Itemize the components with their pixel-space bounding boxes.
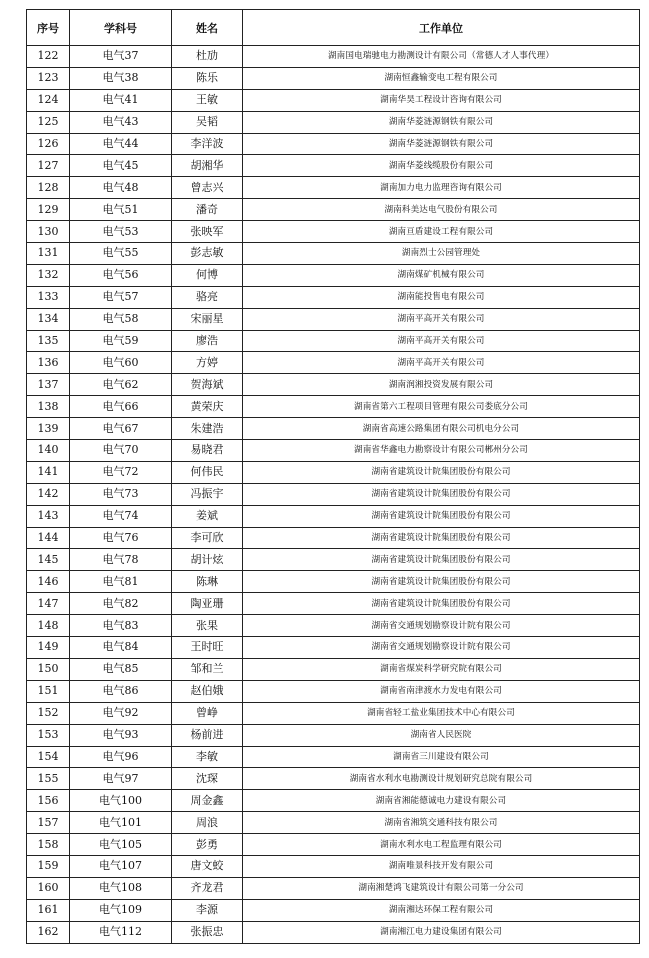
- cell-subject-no: 电气97: [70, 768, 172, 790]
- cell-seq: 122: [27, 46, 70, 68]
- cell-seq: 146: [27, 571, 70, 593]
- cell-subject-no: 电气67: [70, 418, 172, 440]
- cell-employer: 湖南省建筑设计院集团股份有限公司: [243, 483, 640, 505]
- cell-employer: 湖南省人民医院: [243, 724, 640, 746]
- cell-employer: 湖南煤矿机械有限公司: [243, 264, 640, 286]
- cell-employer: 湖南加力电力监理咨询有限公司: [243, 177, 640, 199]
- cell-seq: 151: [27, 680, 70, 702]
- cell-subject-no: 电气109: [70, 899, 172, 921]
- cell-name: 陈乐: [172, 67, 243, 89]
- table-row: [27, 221, 640, 243]
- cell-subject-no: 电气85: [70, 658, 172, 680]
- cell-name: 赵伯娥: [172, 680, 243, 702]
- cell-name: 齐龙君: [172, 877, 243, 899]
- cell-seq: 158: [27, 834, 70, 856]
- cell-subject-no: 电气57: [70, 286, 172, 308]
- cell-name: 何博: [172, 264, 243, 286]
- cell-employer: 湖南能投售电有限公司: [243, 286, 640, 308]
- table-row: [27, 812, 640, 834]
- table-row: [27, 593, 640, 615]
- cell-subject-no: 电气43: [70, 111, 172, 133]
- cell-subject-no: 电气83: [70, 615, 172, 637]
- cell-name: 邹和兰: [172, 658, 243, 680]
- cell-seq: 141: [27, 461, 70, 483]
- table-row: [27, 177, 640, 199]
- cell-seq: 126: [27, 133, 70, 155]
- cell-subject-no: 电气62: [70, 374, 172, 396]
- cell-employer: 湖南湘江电力建设集团有限公司: [243, 921, 640, 943]
- table-row: [27, 111, 640, 133]
- table-row: [27, 702, 640, 724]
- cell-name: 曾志兴: [172, 177, 243, 199]
- cell-name: 张振忠: [172, 921, 243, 943]
- cell-employer: 湖南省建筑设计院集团股份有限公司: [243, 593, 640, 615]
- cell-subject-no: 电气73: [70, 483, 172, 505]
- cell-seq: 150: [27, 658, 70, 680]
- cell-name: 冯振宇: [172, 483, 243, 505]
- cell-seq: 156: [27, 790, 70, 812]
- cell-employer: 湖南省第六工程项目管理有限公司娄底分公司: [243, 396, 640, 418]
- table-row: [27, 746, 640, 768]
- cell-subject-no: 电气76: [70, 527, 172, 549]
- table-row: [27, 680, 640, 702]
- personnel-table: [26, 9, 640, 944]
- table-row: [27, 834, 640, 856]
- cell-seq: 142: [27, 483, 70, 505]
- cell-name: 曾峥: [172, 702, 243, 724]
- cell-seq: 137: [27, 374, 70, 396]
- cell-seq: 131: [27, 243, 70, 265]
- table-row: [27, 155, 640, 177]
- table-row: [27, 768, 640, 790]
- cell-subject-no: 电气74: [70, 505, 172, 527]
- table-row: [27, 658, 640, 680]
- cell-subject-no: 电气38: [70, 67, 172, 89]
- table-row: [27, 396, 640, 418]
- cell-seq: 123: [27, 67, 70, 89]
- cell-name: 王敏: [172, 89, 243, 111]
- cell-employer: 湖南华菱线缆股份有限公司: [243, 155, 640, 177]
- cell-subject-no: 电气55: [70, 243, 172, 265]
- table-row: [27, 286, 640, 308]
- cell-employer: 湖南水利水电工程监理有限公司: [243, 834, 640, 856]
- cell-name: 张果: [172, 615, 243, 637]
- cell-subject-no: 电气100: [70, 790, 172, 812]
- cell-seq: 132: [27, 264, 70, 286]
- cell-subject-no: 电气78: [70, 549, 172, 571]
- cell-seq: 133: [27, 286, 70, 308]
- cell-name: 陈琳: [172, 571, 243, 593]
- cell-name: 李洋波: [172, 133, 243, 155]
- table-row: [27, 615, 640, 637]
- cell-subject-no: 电气48: [70, 177, 172, 199]
- cell-subject-no: 电气44: [70, 133, 172, 155]
- table-row: [27, 527, 640, 549]
- cell-seq: 125: [27, 111, 70, 133]
- cell-employer: 湖南亘盾建设工程有限公司: [243, 221, 640, 243]
- cell-subject-no: 电气105: [70, 834, 172, 856]
- cell-employer: 湖南省南津渡水力发电有限公司: [243, 680, 640, 702]
- cell-name: 宋丽星: [172, 308, 243, 330]
- cell-name: 陶亚珊: [172, 593, 243, 615]
- cell-seq: 147: [27, 593, 70, 615]
- cell-name: 吴韬: [172, 111, 243, 133]
- cell-name: 朱建浩: [172, 418, 243, 440]
- cell-name: 唐文蛟: [172, 855, 243, 877]
- table-row: [27, 461, 640, 483]
- table-row: [27, 133, 640, 155]
- table-row: [27, 418, 640, 440]
- header-employer: 工作单位: [243, 10, 640, 46]
- cell-seq: 161: [27, 899, 70, 921]
- cell-seq: 136: [27, 352, 70, 374]
- cell-subject-no: 电气82: [70, 593, 172, 615]
- cell-subject-no: 电气66: [70, 396, 172, 418]
- cell-seq: 138: [27, 396, 70, 418]
- cell-seq: 160: [27, 877, 70, 899]
- table-row: [27, 89, 640, 111]
- cell-seq: 129: [27, 199, 70, 221]
- table-row: [27, 483, 640, 505]
- header-name: 姓名: [172, 10, 243, 46]
- cell-name: 李可欣: [172, 527, 243, 549]
- cell-seq: 124: [27, 89, 70, 111]
- cell-employer: 湖南省交通规划勘察设计院有限公司: [243, 615, 640, 637]
- cell-employer: 湖南唯景科技开发有限公司: [243, 855, 640, 877]
- cell-subject-no: 电气53: [70, 221, 172, 243]
- header-row: [27, 10, 640, 46]
- table-row: [27, 549, 640, 571]
- cell-employer: 湖南省湘能德诚电力建设有限公司: [243, 790, 640, 812]
- cell-seq: 128: [27, 177, 70, 199]
- table-header: [27, 10, 640, 46]
- cell-employer: 湖南华菱涟源钢铁有限公司: [243, 111, 640, 133]
- cell-name: 彭志敏: [172, 243, 243, 265]
- cell-subject-no: 电气56: [70, 264, 172, 286]
- cell-name: 姜斌: [172, 505, 243, 527]
- cell-subject-no: 电气84: [70, 637, 172, 659]
- cell-subject-no: 电气45: [70, 155, 172, 177]
- cell-employer: 湖南省华鑫电力勘察设计有限公司郴州分公司: [243, 440, 640, 462]
- table-row: [27, 790, 640, 812]
- cell-employer: 湖南省建筑设计院集团股份有限公司: [243, 571, 640, 593]
- cell-subject-no: 电气108: [70, 877, 172, 899]
- table-row: [27, 877, 640, 899]
- cell-employer: 湖南国电瑞驰电力勘测设计有限公司（常德人才人事代理）: [243, 46, 640, 68]
- table-body: [27, 46, 640, 944]
- cell-subject-no: 电气107: [70, 855, 172, 877]
- cell-subject-no: 电气72: [70, 461, 172, 483]
- cell-seq: 140: [27, 440, 70, 462]
- cell-name: 廖浩: [172, 330, 243, 352]
- cell-subject-no: 电气112: [70, 921, 172, 943]
- cell-name: 王时旺: [172, 637, 243, 659]
- cell-employer: 湖南湘达环保工程有限公司: [243, 899, 640, 921]
- table-row: [27, 899, 640, 921]
- table-row: [27, 637, 640, 659]
- cell-seq: 148: [27, 615, 70, 637]
- cell-subject-no: 电气92: [70, 702, 172, 724]
- cell-name: 张映军: [172, 221, 243, 243]
- cell-subject-no: 电气86: [70, 680, 172, 702]
- cell-employer: 湖南省建筑设计院集团股份有限公司: [243, 527, 640, 549]
- table-row: [27, 264, 640, 286]
- cell-employer: 湖南平高开关有限公司: [243, 308, 640, 330]
- header-seq: 序号: [27, 10, 70, 46]
- cell-seq: 130: [27, 221, 70, 243]
- cell-subject-no: 电气96: [70, 746, 172, 768]
- cell-name: 骆亮: [172, 286, 243, 308]
- cell-subject-no: 电气93: [70, 724, 172, 746]
- cell-subject-no: 电气101: [70, 812, 172, 834]
- cell-employer: 湖南省建筑设计院集团股份有限公司: [243, 461, 640, 483]
- cell-name: 何伟民: [172, 461, 243, 483]
- cell-name: 黄荣庆: [172, 396, 243, 418]
- cell-employer: 湖南省交通规划勘察设计院有限公司: [243, 637, 640, 659]
- cell-subject-no: 电气58: [70, 308, 172, 330]
- table-row: [27, 243, 640, 265]
- cell-employer: 湖南科美达电气股份有限公司: [243, 199, 640, 221]
- table-row: [27, 724, 640, 746]
- table-row: [27, 352, 640, 374]
- cell-subject-no: 电气59: [70, 330, 172, 352]
- cell-employer: 湖南省轻工盐业集团技术中心有限公司: [243, 702, 640, 724]
- cell-employer: 湖南平高开关有限公司: [243, 330, 640, 352]
- cell-subject-no: 电气37: [70, 46, 172, 68]
- cell-name: 周浪: [172, 812, 243, 834]
- table-row: [27, 505, 640, 527]
- cell-subject-no: 电气60: [70, 352, 172, 374]
- cell-employer: 湖南省高速公路集团有限公司机电分公司: [243, 418, 640, 440]
- cell-seq: 143: [27, 505, 70, 527]
- cell-employer: 湖南华菱涟源钢铁有限公司: [243, 133, 640, 155]
- cell-seq: 139: [27, 418, 70, 440]
- cell-seq: 157: [27, 812, 70, 834]
- cell-name: 杜劢: [172, 46, 243, 68]
- table-row: [27, 199, 640, 221]
- cell-name: 李源: [172, 899, 243, 921]
- cell-name: 潘奇: [172, 199, 243, 221]
- cell-name: 胡计炫: [172, 549, 243, 571]
- cell-name: 李敏: [172, 746, 243, 768]
- cell-seq: 149: [27, 637, 70, 659]
- cell-subject-no: 电气70: [70, 440, 172, 462]
- cell-employer: 湖南恒鑫输变电工程有限公司: [243, 67, 640, 89]
- cell-name: 方婷: [172, 352, 243, 374]
- cell-seq: 155: [27, 768, 70, 790]
- cell-employer: 湖南平高开关有限公司: [243, 352, 640, 374]
- table-row: [27, 308, 640, 330]
- table-row: [27, 67, 640, 89]
- cell-employer: 湖南省湘筑交通科技有限公司: [243, 812, 640, 834]
- cell-name: 贺海斌: [172, 374, 243, 396]
- cell-employer: 湖南华昊工程设计咨询有限公司: [243, 89, 640, 111]
- cell-seq: 162: [27, 921, 70, 943]
- cell-seq: 153: [27, 724, 70, 746]
- cell-seq: 144: [27, 527, 70, 549]
- cell-employer: 湖南省建筑设计院集团股份有限公司: [243, 549, 640, 571]
- cell-seq: 127: [27, 155, 70, 177]
- table-row: [27, 46, 640, 68]
- cell-name: 易晓君: [172, 440, 243, 462]
- cell-employer: 湖南烈士公园管理处: [243, 243, 640, 265]
- cell-name: 彭勇: [172, 834, 243, 856]
- cell-employer: 湖南省水利水电勘测设计规划研究总院有限公司: [243, 768, 640, 790]
- table-row: [27, 571, 640, 593]
- table-row: [27, 440, 640, 462]
- header-subject-no: 学科号: [70, 10, 172, 46]
- cell-subject-no: 电气81: [70, 571, 172, 593]
- cell-name: 杨前进: [172, 724, 243, 746]
- cell-employer: 湖南湘楚鸿飞建筑设计有限公司第一分公司: [243, 877, 640, 899]
- cell-seq: 145: [27, 549, 70, 571]
- cell-seq: 159: [27, 855, 70, 877]
- table-row: [27, 855, 640, 877]
- cell-seq: 134: [27, 308, 70, 330]
- cell-employer: 湖南润湘投资发展有限公司: [243, 374, 640, 396]
- cell-subject-no: 电气41: [70, 89, 172, 111]
- cell-seq: 154: [27, 746, 70, 768]
- cell-employer: 湖南省三川建设有限公司: [243, 746, 640, 768]
- cell-employer: 湖南省建筑设计院集团股份有限公司: [243, 505, 640, 527]
- cell-name: 胡湘华: [172, 155, 243, 177]
- table-row: [27, 921, 640, 943]
- cell-employer: 湖南省煤炭科学研究院有限公司: [243, 658, 640, 680]
- table-row: [27, 330, 640, 352]
- table-row: [27, 374, 640, 396]
- cell-subject-no: 电气51: [70, 199, 172, 221]
- cell-name: 周金鑫: [172, 790, 243, 812]
- cell-seq: 135: [27, 330, 70, 352]
- cell-name: 沈琛: [172, 768, 243, 790]
- cell-seq: 152: [27, 702, 70, 724]
